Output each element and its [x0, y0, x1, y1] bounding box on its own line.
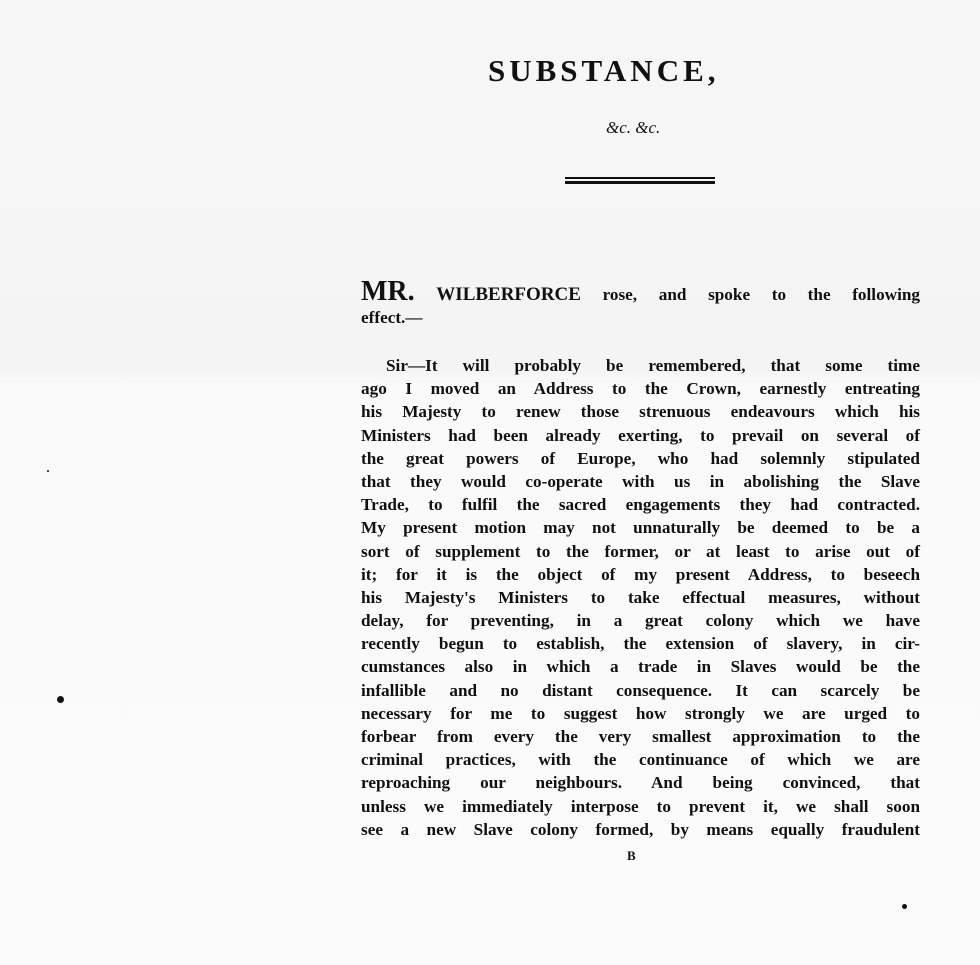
page-title: SUBSTANCE, [488, 53, 720, 88]
text-line: ago I moved an Address to the Crown, earnestly entreating [361, 379, 920, 399]
text-line: sort of supplement to the former, or at least to arise out of [361, 541, 920, 561]
text-line: delay, for preventing, in a great colony which we have [361, 611, 920, 631]
body-paragraph [361, 354, 920, 841]
text-line: Ministers had been already exerting, to prevail on several of [361, 425, 920, 445]
opening-line-text: rose, and spoke to the following [580, 285, 921, 304]
text-line: Sir—It will probably be remembered, that some time [386, 356, 920, 375]
text-line: cumstances also in which a trade in Slaves would be the [361, 657, 920, 677]
opening-line: effect.— [361, 308, 423, 327]
drop-cap: MR. [361, 276, 415, 307]
text-line: his Majesty's Ministers to take effectual measures, without [361, 587, 920, 607]
opening-line [361, 278, 920, 306]
speck-mark [47, 470, 49, 472]
title-rule [565, 181, 715, 184]
text-line: Trade, to fulfil the sacred engagements they had contracted. [361, 495, 920, 515]
text-line: criminal practices, with the continuance of which we are [361, 750, 920, 770]
text-line: that they would co-operate with us in abolishing the Slave [361, 471, 920, 491]
text-line: infallible and no distant consequence. It can scarcely be [361, 680, 920, 700]
text-line: My present motion may not unnaturally be deemed to be a [361, 518, 920, 538]
text-line: his Majesty to renew those strenuous endeavours which his [361, 402, 920, 422]
text-line: it; for it is the object of my present Address, to beseech [361, 564, 920, 584]
text-line: recently begun to establish, the extension of slavery, in cir- [361, 634, 920, 654]
title-rule [565, 177, 715, 179]
speck-mark [902, 904, 907, 909]
page-subtitle: &c. &c. [606, 118, 661, 137]
text-line: unless we immediately interpose to prevent it, we shall soon [361, 796, 920, 816]
text-line: see a new Slave colony formed, by means equally fraudulent [361, 819, 920, 839]
opening-paragraph [361, 278, 920, 329]
text-line: forbear from every the very smallest approximation to the [361, 727, 920, 746]
speaker-name: WILBERFORCE [436, 284, 581, 305]
text-line: reproaching our neighbours. And being convinced, that [361, 773, 920, 793]
text-line: necessary for me to suggest how strongly we are urged to [361, 703, 920, 723]
text-line: the great powers of Europe, who had solemnly stipulated [361, 448, 920, 468]
speck-mark [57, 696, 64, 703]
signature-mark: B [627, 848, 637, 863]
